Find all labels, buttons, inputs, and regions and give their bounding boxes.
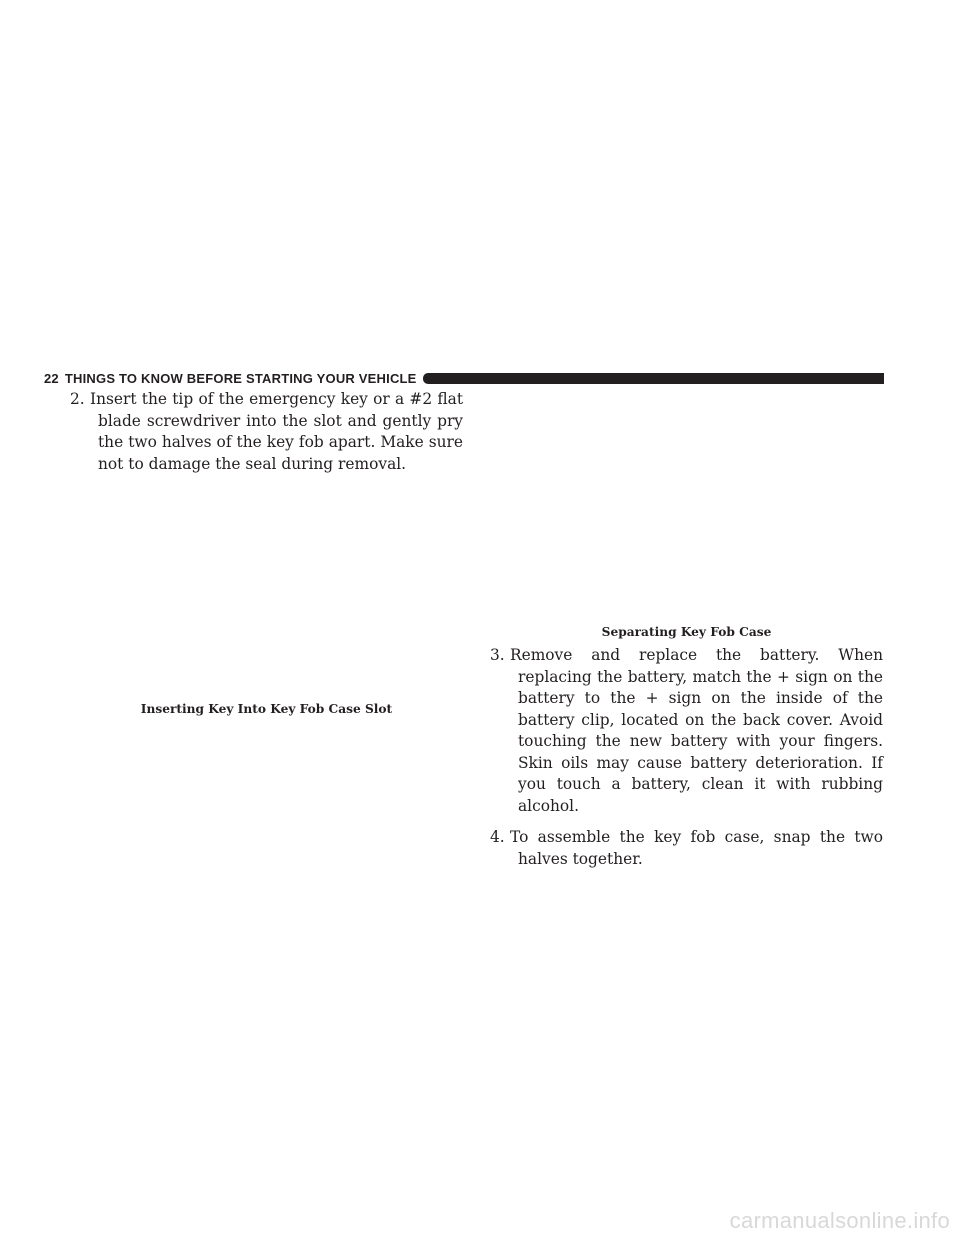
page-header — [44, 368, 884, 388]
step-number: 4. — [490, 828, 505, 846]
figure-caption-inserting-key: Inserting Key Into Key Fob Case Slot — [140, 702, 393, 716]
step-text: To assemble the key fob case, snap the two halves together. — [510, 828, 883, 868]
figure-caption-separating-case: Separating Key Fob Case — [601, 625, 772, 639]
step-text: Insert the tip of the emergency key or a #2 flat blade screwdriver into the slot and gently pry the two halves of the key fob apart. Make sure not to damage the seal during removal. — [90, 390, 463, 473]
step-3 — [490, 645, 883, 817]
page-number: 22 — [44, 370, 59, 386]
step-4 — [490, 827, 883, 870]
header-rule — [423, 373, 884, 384]
watermark: carmanualsonline.info — [729, 1208, 950, 1233]
step-number: 2. — [70, 390, 85, 408]
figure-inserting-key — [70, 478, 463, 690]
step-number: 3. — [490, 646, 505, 664]
figure-separating-case — [490, 390, 883, 615]
left-column — [70, 389, 463, 485]
running-head — [44, 371, 417, 386]
step-text: Remove and replace the battery. When replacing the battery, match the + sign on the battery to the + sign on the inside of the battery clip, located on the back cover. Avoid touching the new battery with your fingers. Skin oils may cause battery deterioration. If you touch a battery, clean it with rubbing alcohol. — [510, 646, 883, 815]
right-column — [490, 645, 883, 880]
section-title: THINGS TO KNOW BEFORE STARTING YOUR VEHICLE — [64, 370, 417, 386]
step-2 — [70, 389, 463, 475]
